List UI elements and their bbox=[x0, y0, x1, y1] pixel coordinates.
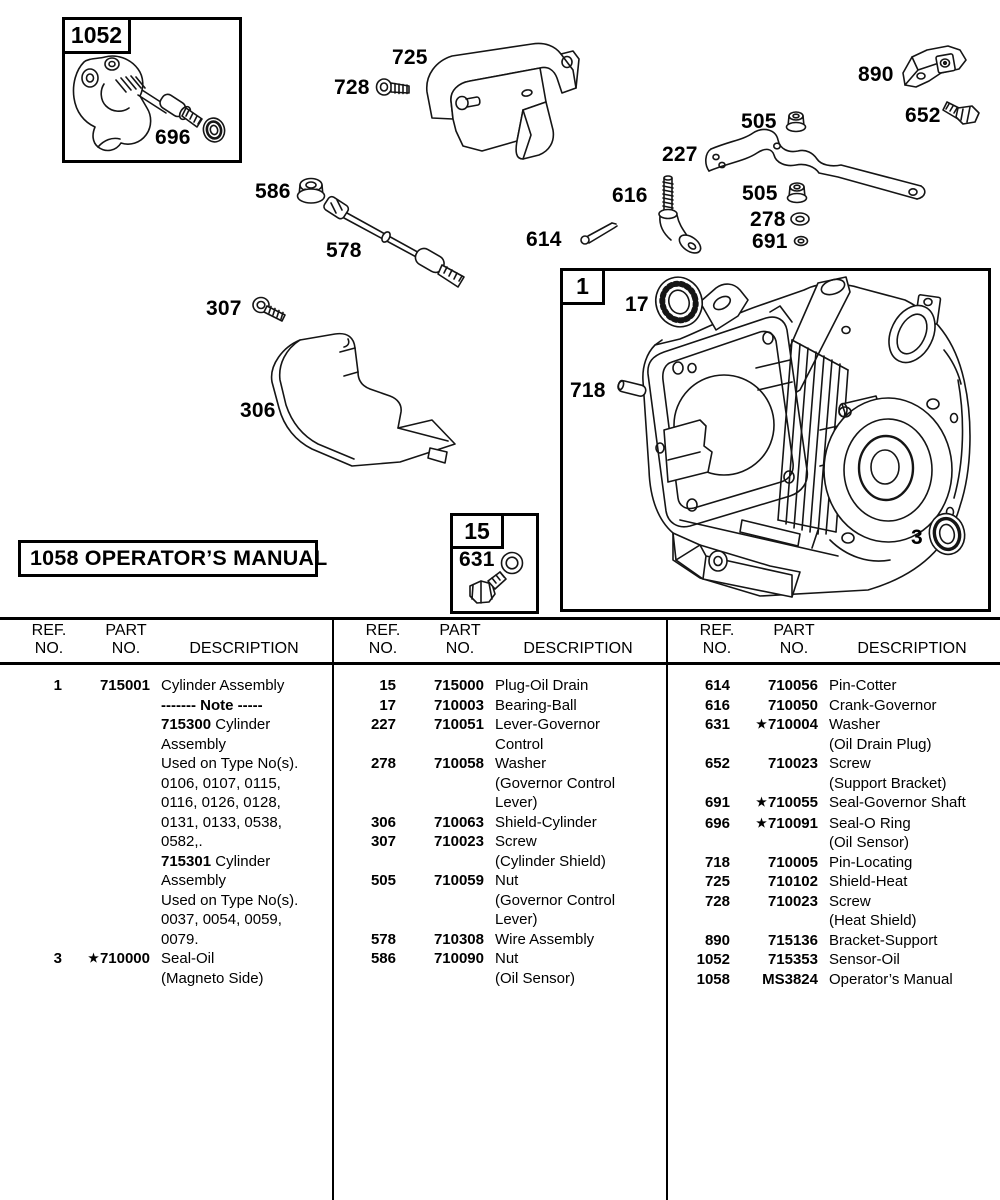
star-icon: ★ bbox=[756, 717, 767, 731]
ref-no-cell: 718 bbox=[704, 853, 730, 871]
description-cell: Washer (Oil Drain Plug) bbox=[829, 716, 932, 753]
table-row bbox=[334, 715, 666, 754]
description-cell: Shield-Cylinder bbox=[495, 813, 597, 831]
ref-no-cell: 652 bbox=[704, 755, 730, 772]
ref-no-cell: 505 bbox=[370, 872, 396, 889]
bracket-890-art bbox=[903, 46, 966, 87]
nut-505a-art bbox=[787, 112, 806, 132]
part-no-cell: 710063 bbox=[433, 813, 484, 831]
description-cell: Plug-Oil Drain bbox=[495, 677, 589, 694]
callout-616: 616 bbox=[612, 184, 648, 207]
description-cell: Sensor-Oil bbox=[829, 951, 900, 968]
description-cell: Seal-Oil (Magneto Side) bbox=[161, 950, 264, 987]
table-row bbox=[0, 676, 332, 949]
table-row bbox=[334, 871, 666, 930]
callout-3: 3 bbox=[911, 526, 923, 549]
table-row bbox=[334, 930, 666, 950]
description-cell: Pin-Locating bbox=[829, 853, 913, 871]
callout-15-label: 15 bbox=[464, 517, 490, 544]
description-cell: Screw (Cylinder Shield) bbox=[495, 833, 606, 870]
callout-586: 586 bbox=[255, 180, 291, 203]
description-cell: Seal-O Ring (Oil Sensor) bbox=[829, 814, 911, 851]
parts-column bbox=[332, 620, 666, 1200]
ref-no-cell: 616 bbox=[704, 696, 730, 714]
inset-box-sensor bbox=[62, 17, 242, 163]
part-no-cell: 710102 bbox=[767, 873, 818, 890]
part-no-cell: 710023 bbox=[433, 833, 484, 850]
star-icon: ★ bbox=[756, 815, 767, 830]
callout-1052-boxed bbox=[62, 17, 131, 54]
description-cell: Pin-Cotter bbox=[829, 677, 897, 694]
callout-1-boxed bbox=[560, 268, 605, 305]
table-row bbox=[668, 853, 1000, 873]
part-no-cell: 710056 bbox=[767, 677, 818, 694]
table-row bbox=[668, 872, 1000, 892]
ref-no-cell: 227 bbox=[370, 716, 396, 733]
callout-578: 578 bbox=[326, 239, 362, 262]
description-cell: Washer (Governor Control Lever) bbox=[495, 755, 616, 811]
header-part-no: PART NO. bbox=[105, 622, 147, 657]
cotter-pin-614-art bbox=[581, 223, 617, 244]
screw-728-art bbox=[377, 79, 410, 95]
table-row bbox=[668, 676, 1000, 696]
table-body bbox=[334, 665, 666, 988]
table-row bbox=[668, 696, 1000, 716]
table-row bbox=[334, 813, 666, 833]
table-row bbox=[668, 950, 1000, 970]
table-row bbox=[334, 676, 666, 696]
description-cell: Nut (Oil Sensor) bbox=[495, 950, 576, 987]
description-cell: Cylinder Assembly ------- Note ----- 715300 Cylinder Assembly Used on Type No(s). 0106, 0107, 0115, 0116, 0126, 0128, 0131, 0133, 0538, 0582,. 715301 Cylinder Assembly Used on Type No(s). 0037, 0054, 0059, 0079. bbox=[161, 677, 299, 948]
description-cell: Bracket-Support bbox=[829, 931, 938, 949]
description-cell: Crank-Governor bbox=[829, 696, 937, 714]
part-no-cell: 710050 bbox=[767, 696, 818, 714]
description-cell: Seal-Governor Shaft bbox=[829, 794, 966, 811]
ref-no-cell: 631 bbox=[704, 716, 730, 733]
description-cell: Screw (Heat Shield) bbox=[829, 892, 917, 929]
description-cell: Wire Assembly bbox=[495, 930, 595, 948]
seal-691-art bbox=[795, 237, 808, 246]
crank-616-art bbox=[659, 176, 704, 257]
description-cell: Screw (Support Bracket) bbox=[829, 755, 947, 792]
callout-725: 725 bbox=[392, 46, 428, 69]
operators-manual-box bbox=[18, 540, 328, 577]
table-row bbox=[334, 754, 666, 813]
callout-890: 890 bbox=[858, 63, 894, 86]
header-part-no: PART NO. bbox=[773, 622, 815, 657]
header-description: DESCRIPTION bbox=[857, 640, 967, 657]
part-no-cell: MS3824 bbox=[762, 970, 818, 988]
table-row bbox=[334, 949, 666, 988]
ref-no-cell: 586 bbox=[370, 950, 396, 967]
table-body bbox=[668, 665, 1000, 989]
part-no-cell: 710308 bbox=[433, 930, 484, 948]
table-header bbox=[0, 620, 332, 665]
part-no-cell: ★710091 bbox=[756, 814, 818, 832]
header-ref-no: REF. NO. bbox=[31, 622, 67, 657]
part-no-cell: 710058 bbox=[433, 755, 484, 772]
nut-586-art bbox=[298, 179, 325, 204]
table-row bbox=[668, 970, 1000, 990]
header-part-no: PART NO. bbox=[439, 622, 481, 657]
part-no-cell: 710023 bbox=[767, 892, 818, 910]
description-cell: Bearing-Ball bbox=[495, 696, 577, 714]
header-description: DESCRIPTION bbox=[189, 640, 299, 657]
table-header bbox=[334, 620, 666, 665]
header-ref-no: REF. NO. bbox=[365, 622, 401, 657]
part-no-cell: 715001 bbox=[99, 677, 150, 694]
callout-728: 728 bbox=[334, 76, 370, 99]
ref-no-cell: 725 bbox=[704, 873, 730, 890]
part-no-cell: 710051 bbox=[433, 716, 484, 733]
callout-307: 307 bbox=[206, 297, 242, 320]
callout-691: 691 bbox=[752, 230, 788, 253]
part-no-cell: 710023 bbox=[767, 755, 818, 772]
ref-no-cell: 696 bbox=[704, 814, 730, 832]
cylinder-shield-306-art bbox=[272, 334, 455, 466]
callout-696: 696 bbox=[155, 126, 191, 149]
part-no-cell: ★710004 bbox=[756, 716, 818, 733]
part-no-cell: 710005 bbox=[767, 853, 818, 871]
callout-505a: 505 bbox=[741, 110, 777, 133]
description-cell: Nut (Governor Control Lever) bbox=[495, 872, 616, 928]
table-row bbox=[668, 793, 1000, 814]
lever-227-art bbox=[706, 129, 925, 199]
callout-631: 631 bbox=[459, 548, 495, 571]
screw-307-art bbox=[253, 298, 285, 322]
description-cell: Operator’s Manual bbox=[829, 970, 953, 988]
table-row bbox=[668, 892, 1000, 931]
ref-no-cell: 15 bbox=[379, 677, 396, 694]
screw-652-art bbox=[943, 102, 979, 124]
ref-no-cell: 3 bbox=[53, 950, 62, 967]
parts-column bbox=[666, 620, 1000, 1200]
callout-306: 306 bbox=[240, 399, 276, 422]
heat-shield-725-art bbox=[427, 43, 579, 159]
ref-no-cell: 578 bbox=[370, 930, 396, 948]
part-no-cell: ★710055 bbox=[756, 794, 818, 811]
callout-652: 652 bbox=[905, 104, 941, 127]
callout-227: 227 bbox=[662, 143, 698, 166]
ref-no-cell: 728 bbox=[704, 892, 730, 910]
star-icon: ★ bbox=[88, 951, 99, 965]
header-description: DESCRIPTION bbox=[523, 640, 633, 657]
part-no-cell: 715000 bbox=[433, 677, 484, 694]
part-no-cell: 715353 bbox=[767, 951, 818, 968]
nut-505b-art bbox=[788, 183, 807, 203]
callout-15-boxed bbox=[450, 513, 504, 549]
operators-manual-label: 1058 OPERATOR’S MANUAL bbox=[30, 546, 328, 570]
table-body bbox=[0, 665, 332, 988]
header-ref-no: REF. NO. bbox=[699, 622, 735, 657]
ref-no-cell: 890 bbox=[704, 931, 730, 949]
callout-278: 278 bbox=[750, 208, 786, 231]
description-cell: Lever-Governor Control bbox=[495, 716, 601, 753]
washer-278-art bbox=[791, 213, 809, 225]
callout-614: 614 bbox=[526, 228, 562, 251]
star-icon: ★ bbox=[756, 795, 767, 809]
table-row bbox=[668, 754, 1000, 793]
ref-no-cell: 1058 bbox=[696, 970, 730, 988]
callout-1052-label: 1052 bbox=[70, 22, 123, 48]
part-no-cell: 715136 bbox=[767, 931, 818, 949]
table-row bbox=[334, 696, 666, 716]
table-row bbox=[668, 931, 1000, 951]
description-cell: Shield-Heat bbox=[829, 873, 908, 890]
ref-no-cell: 306 bbox=[370, 813, 396, 831]
table-row bbox=[668, 814, 1000, 853]
inset-box-cylinder bbox=[560, 268, 991, 612]
part-no-cell: 710059 bbox=[433, 872, 484, 889]
table-header bbox=[668, 620, 1000, 665]
ref-no-cell: 17 bbox=[379, 696, 396, 714]
ref-no-cell: 278 bbox=[370, 755, 396, 772]
ref-no-cell: 1052 bbox=[696, 951, 730, 968]
callout-505b: 505 bbox=[742, 182, 778, 205]
ref-no-cell: 307 bbox=[370, 833, 396, 850]
part-no-cell: 710003 bbox=[433, 696, 484, 714]
parts-table bbox=[0, 617, 1000, 1200]
part-no-cell: ★710000 bbox=[88, 950, 150, 967]
callout-718: 718 bbox=[570, 379, 606, 402]
ref-no-cell: 691 bbox=[704, 794, 730, 811]
callout-17: 17 bbox=[625, 293, 649, 316]
callout-1-label: 1 bbox=[576, 273, 589, 299]
table-row bbox=[334, 832, 666, 871]
ref-no-cell: 1 bbox=[53, 677, 62, 694]
table-row bbox=[668, 715, 1000, 754]
parts-column bbox=[0, 620, 332, 1200]
table-row bbox=[0, 949, 332, 988]
ref-no-cell: 614 bbox=[704, 677, 730, 694]
part-no-cell: 710090 bbox=[433, 950, 484, 967]
